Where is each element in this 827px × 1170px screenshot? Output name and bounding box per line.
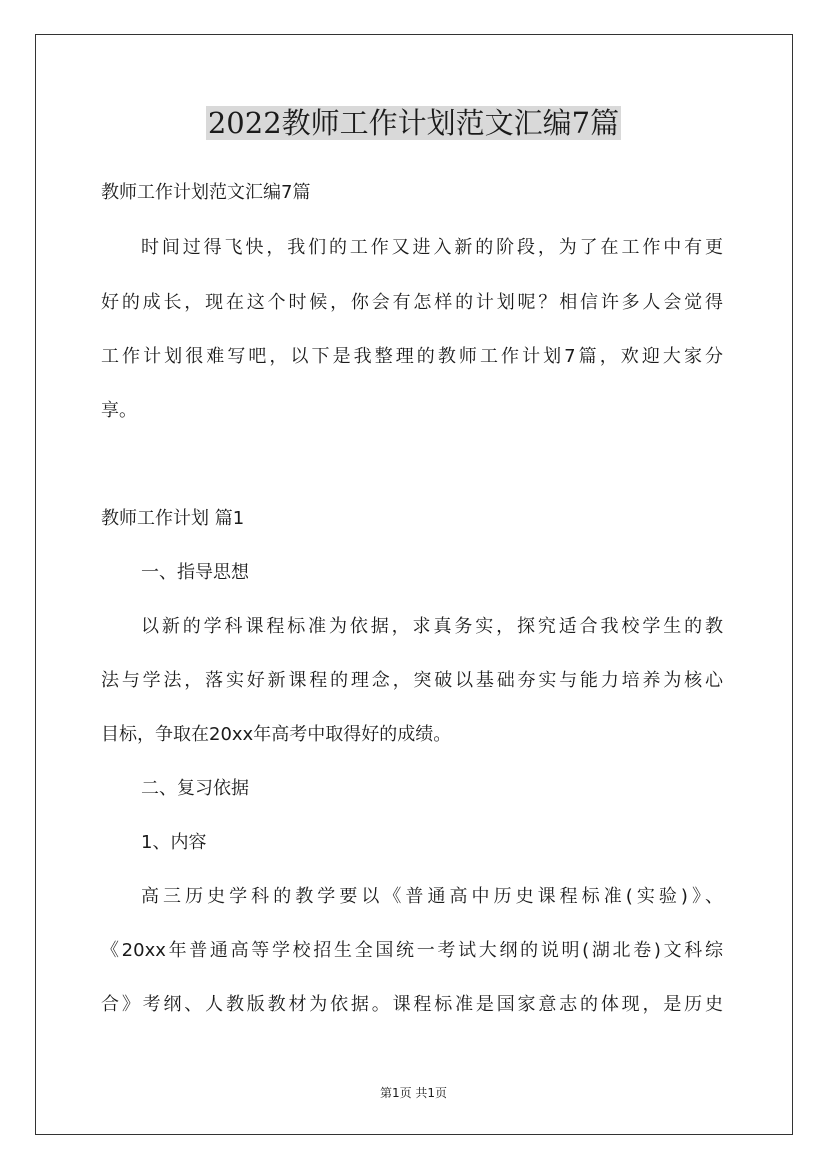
document-subtitle: 教师工作计划范文汇编7篇: [101, 182, 311, 203]
section-heading: 教师工作计划 篇1: [101, 508, 245, 529]
document-title: 2022教师工作计划范文汇编7篇: [207, 106, 620, 140]
intro-line-1: 时间过得飞快，我们的工作又进入新的阶段，为了在工作中有更: [141, 237, 723, 258]
heading-review-basis: 二、复习依据: [141, 778, 249, 799]
para-1-line-2: 法与学法，落实好新课程的理念，突破以基础夯实与能力培养为核心: [101, 670, 723, 691]
page-footer: 第1页 共1页: [379, 1086, 448, 1100]
para-2-line-3: 合》考纲、人教版教材为依据。课程标准是国家意志的体现，是历史: [101, 994, 723, 1015]
para-2-line-1: 高三历史学科的教学要以《普通高中历史课程标准(实验)》、: [141, 886, 723, 907]
intro-line-2: 好的成长，现在这个时候，你会有怎样的计划呢？相信许多人会觉得: [101, 292, 723, 313]
heading-content: 1、内容: [141, 832, 207, 853]
intro-line-3: 工作计划很难写吧，以下是我整理的教师工作计划7篇，欢迎大家分: [101, 346, 723, 367]
para-1-line-1: 以新的学科课程标准为依据，求真务实，探究适合我校学生的教: [141, 616, 723, 637]
heading-guiding-thought: 一、指导思想: [141, 562, 249, 583]
para-1-line-3: 目标，争取在20xx年高考中取得好的成绩。: [101, 724, 452, 745]
intro-line-4: 享。: [101, 400, 137, 421]
para-2-line-2: 《20xx年普通高等学校招生全国统一考试大纲的说明(湖北卷)文科综: [101, 940, 723, 961]
